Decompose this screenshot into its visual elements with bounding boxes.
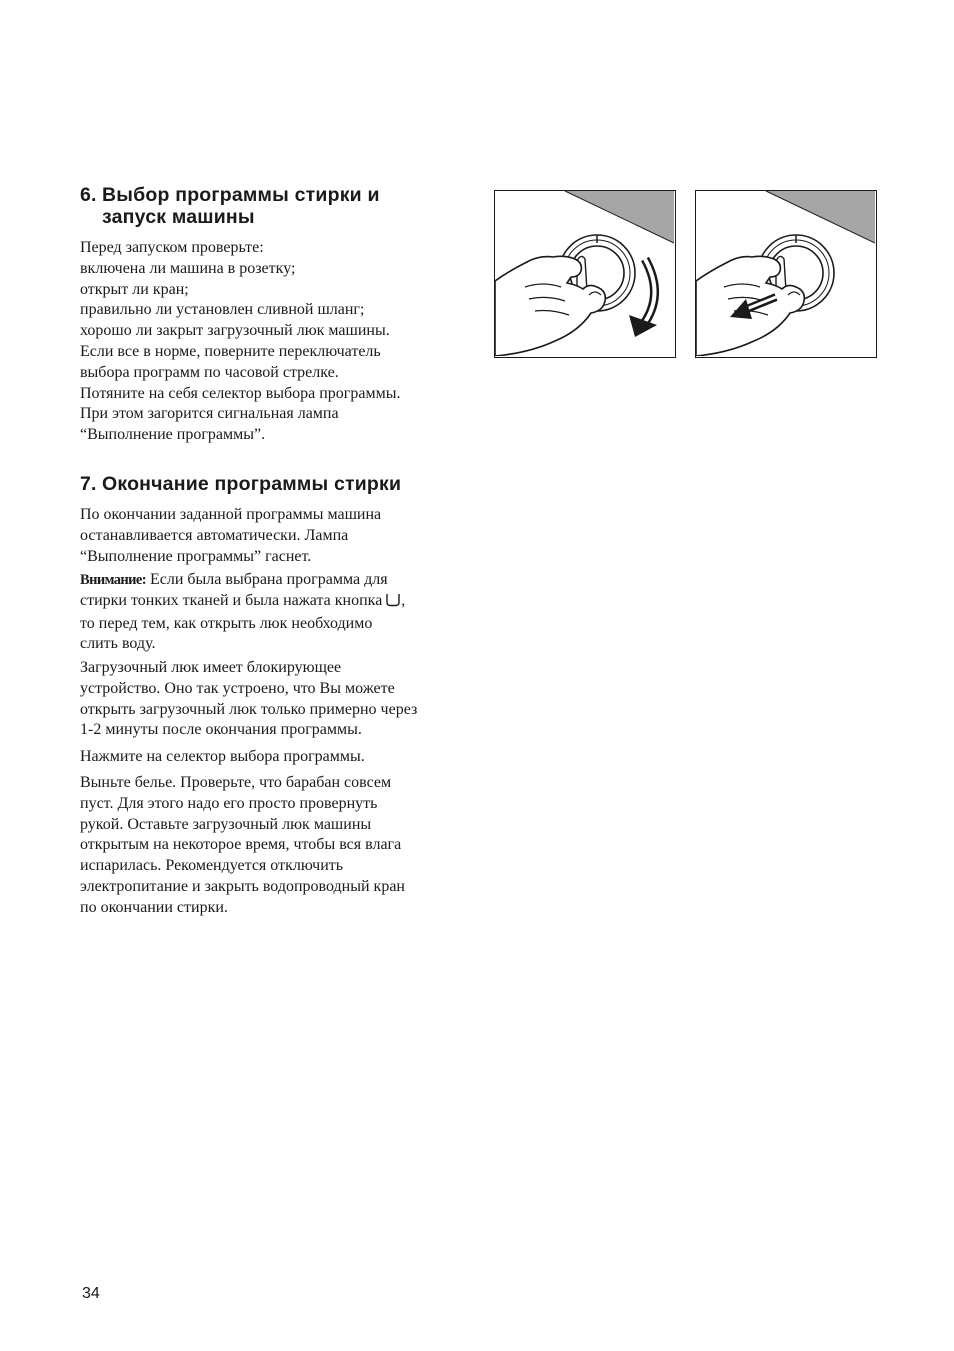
body-line: Выньте белье. Проверьте, что барабан совсем [80, 774, 392, 791]
body-line: пуст. Для этого надо его просто провернуть [80, 794, 378, 812]
body-line: “Выполнение программы”. [80, 426, 266, 444]
section-7-number: 7. [80, 473, 97, 495]
section-6-title-line2: запуск машины [102, 206, 255, 228]
figure-pull-dial [695, 190, 877, 358]
body-line: При этом загорится сигнальная лампа [80, 405, 339, 423]
body-line: выбора программ по часовой стрелке. [80, 363, 339, 381]
body-line: Загрузочный люк имеет блокирующее [80, 659, 342, 676]
body-line: По окончании заданной программы машина [80, 506, 382, 523]
section-7-paragraph-5 [80, 773, 470, 919]
body-line: слить воду. [80, 635, 156, 653]
body-line: испарилась. Рекомендуется отключить [80, 857, 344, 875]
hand-turning-dial-clockwise-icon [495, 191, 674, 356]
body-line: электропитание и закрыть водопроводный кран [80, 877, 405, 895]
attention-text: стирки тонких тканей и была нажата кнопка [80, 591, 383, 609]
body-line: рукой. Оставьте загрузочный люк машины [80, 815, 372, 833]
body-line: 1-2 минуты после окончания программы. [80, 721, 362, 739]
body-line: открыть загрузочный люк только примерно через [80, 700, 418, 718]
body-line: останавливается автоматически. Лампа [80, 526, 349, 544]
section-7-paragraph-1 [80, 505, 470, 567]
delicate-wash-button-icon [385, 593, 401, 614]
section-6-heading [80, 184, 380, 228]
body-line: включена ли машина в розетку; [80, 259, 296, 277]
body-line: открыт ли кран; [80, 280, 189, 298]
hand-pulling-dial-out-icon [696, 191, 875, 356]
page-number: 34 [82, 1285, 100, 1302]
body-line: хорошо ли закрыт загрузочный люк машины. [80, 322, 390, 340]
attention-text: Если была выбрана программа для [145, 571, 388, 588]
figure-turn-dial [494, 190, 676, 358]
section-7-heading [80, 473, 401, 495]
section-6-number: 6. [80, 184, 97, 206]
section-6-title-line1: Выбор программы стирки и [102, 184, 380, 206]
section-6-body [80, 238, 470, 446]
body-line: открытым на некоторое время, чтобы вся влага [80, 836, 402, 854]
body-line: Если все в норме, поверните переключатель [80, 342, 381, 360]
body-line: Потяните на себя селектор выбора программы. [80, 384, 401, 402]
attention-paragraph [80, 570, 470, 655]
body-line: Перед запуском проверьте: [80, 239, 264, 256]
attention-text-comma: , [401, 591, 406, 609]
body-line: по окончании стирки. [80, 898, 228, 916]
body-line: устройство. Оно так устроено, что Вы можете [80, 679, 395, 697]
section-7-title: Окончание программы стирки [102, 473, 402, 495]
body-line: Нажмите на селектор выбора программы. [80, 748, 365, 765]
section-7-paragraph-3 [80, 658, 470, 741]
body-line: то перед тем, как открыть люк необходимо [80, 614, 373, 632]
body-line: правильно ли установлен сливной шланг; [80, 301, 365, 319]
body-line: “Выполнение программы” гаснет. [80, 547, 312, 565]
section-7-paragraph-4 [80, 747, 470, 768]
attention-label: Внимание: [80, 572, 146, 588]
